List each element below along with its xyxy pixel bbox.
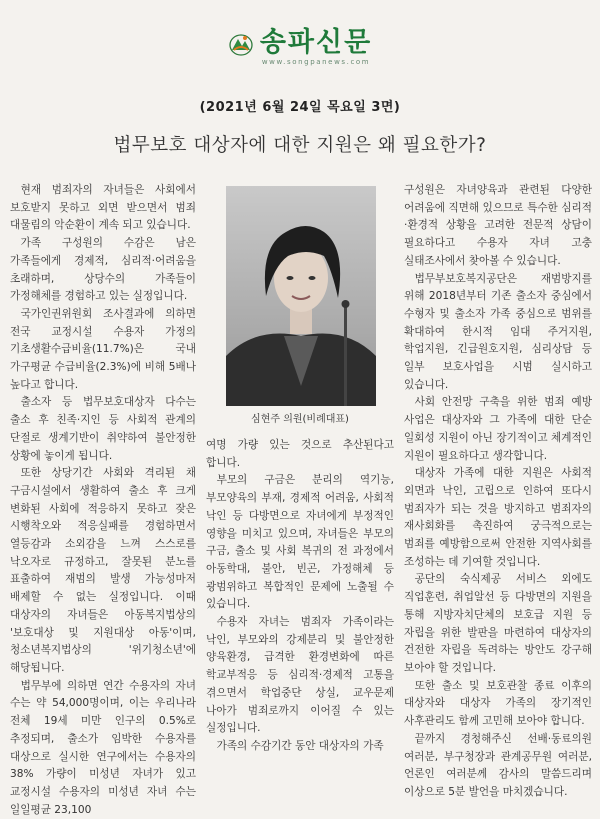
date-line: (2021년 6월 24일 목요일 3면) <box>199 100 401 115</box>
logo <box>228 28 372 66</box>
article-column-1 <box>10 182 196 816</box>
paragraph: 구성원은 자녀양육과 관련된 다양한 어려움에 직면해 있으므로 특수한 심리적·환경적 상황을 고려한 전문적 상담이 필요하다고 수용자 자녀 고충 실태조사에서 찾아볼 수 있습니다. <box>404 184 592 267</box>
paragraph: 현재 범죄자의 자녀들은 사회에서 보호받지 못하고 외면 받으면서 범죄 대물림의 악순환이 계속 되고 있습니다. <box>10 184 196 232</box>
paragraph: 사회 안전망 구축을 위한 범죄 예방 사업은 대상자와 그 가족에 대한 단순 일회성 지원이 아닌 장기적이고 체계적인 지원이 필요하다고 생각합니다. <box>404 396 592 462</box>
article-headline: 법무보호 대상자에 대한 지원은 왜 필요한가? <box>113 135 487 156</box>
paragraph: 또한 출소 및 보호관찰 종료 이후의 대상자와 대상자 가족의 장기적인 사후관리도 함께 고민해 보아야 합니다. <box>404 679 592 728</box>
paragraph: 국가인권위원회 조사결과에 의하면 전국 교정시설 수용자 가정의 기초생활수급비율(11.7%)은 국내 가구평균 수급비율(2.3%)에 비해 5배나 높다고 합니다. <box>10 307 196 391</box>
newspaper-url: www.songpanews.com <box>261 58 371 66</box>
newspaper-title: 송파신문 <box>259 27 373 58</box>
paragraph: 가족의 수감기간 동안 대상자의 가족 <box>216 739 384 752</box>
paragraph: 출소자 등 법무보호대상자 다수는 출소 후 친족·지인 등 사회적 관계의 단절로 생계기반이 취약하여 불안정한 상황에 놓이게 됩니다. <box>10 396 196 462</box>
paragraph: 대상자 가족에 대한 지원은 사회적 외면과 낙인, 고립으로 인하여 또다시 범죄자가 되는 것을 방지하고 범죄자의 재사회화를 촉진하여 궁극적으로는 범죄를 예방함으로써 안전한 지역사회를 조성하는 데 기여할 것입니다. <box>404 467 592 568</box>
article-column-3 <box>404 182 592 798</box>
paragraph: 가족 구성원의 수감은 남은 가족들에게 경제적, 심리적·어려움을 초래하며, 상당수의 가족들이 가정해체를 경험하고 있는 실정입니다. <box>10 237 196 303</box>
portrait-photo <box>226 186 376 406</box>
paragraph: 공단의 숙식제공 서비스 외에도 직업훈련, 취업알선 등 다방면의 지원을 통해 지방자치단체의 보호급 지원 등 자립을 위한 발판을 마련하여 대상자의 건전한 자립을 독려하는 방안도 강구해 보아야 할 것입니다. <box>404 573 592 674</box>
photo-caption: 심현주 의원(비례대표) <box>251 414 349 425</box>
paragraph: 부모의 구금은 분리의 역기능, 부모양육의 부재, 경제적 어려움, 사회적 낙인 등 다방면으로 자녀에게 부정적인 영향을 미치고 있으며, 자녀들은 부모의 구금, 출소 및 사회 복귀의 전 과정에서 아동학대, 불안, 빈곤, 가정해체 등 광범위하고 복합적인 문제에 노출될 수 있습니다. <box>206 474 394 611</box>
paragraph: 수용자 자녀는 범죄자 가족이라는 낙인, 부모와의 강제분리 및 불안정한 양육환경, 급격한 환경변화에 따른 학교부적응 등 심리적·경제적 고통을 겪으면서 학업중단 상실, 교우문제 나아가 범죄로까지 이어질 수 있는 실정입니다. <box>206 616 394 735</box>
paragraph: 끝까지 경청해주신 선배·동료의원 여러분, 부구청장과 관계공무원 여러분, 언론인 여러분께 감사의 말씀드리며 이상으로 5분 발언을 마치겠습니다. <box>404 732 592 798</box>
article-column-2 <box>206 437 394 752</box>
masthead <box>0 28 600 78</box>
paragraph: 또한 상당기간 사회와 격리된 채 구금시설에서 생활하여 출소 후 크게 변화된 사회에 적응하지 못하고 잦은 시행착오와 적응실패를 경험하면서 열등감과 소외감을 느껴 스스로를 낙오자로 규정하고, 잘못된 분노를 표출하여 재범의 발생 가능성마저 배제할 수 없는 실정입니다. 이때 대상자의 자녀들은 아동복지법상의 '보호대상 및 지원대상 아동'이며, 청소년복지법상의 '위기청소년'에 해당됩니다. <box>10 467 196 674</box>
paragraph: 법무부에 의하면 연간 수용자의 자녀 수는 약 54,000명이며, 이는 우리나라 전체 19세 미만 인구의 0.5%로 추정되며, 출소가 임박한 수용자를 대상으로 실시한 연구에서는 수용자의 38% 가량이 미성년 자녀가 있고 교정시설 수용자의 미성년 자녀 수는 일일평균 23,100 <box>10 679 196 816</box>
paragraph: 여명 가량 있는 것으로 추산된다고 합니다. <box>206 439 394 469</box>
songpa-logo-icon <box>228 30 254 64</box>
paragraph: 법무부보호복지공단은 재범방지를 위해 2018년부터 기존 출소자 중심에서 수형자 및 출소자 가족 중심으로 범위를 확대하여 한시적 임대 주거지원, 학업지원, 긴급원호지원, 심리상담 등 일부 보호사업을 시범 실시하고 있습니다. <box>404 272 592 391</box>
